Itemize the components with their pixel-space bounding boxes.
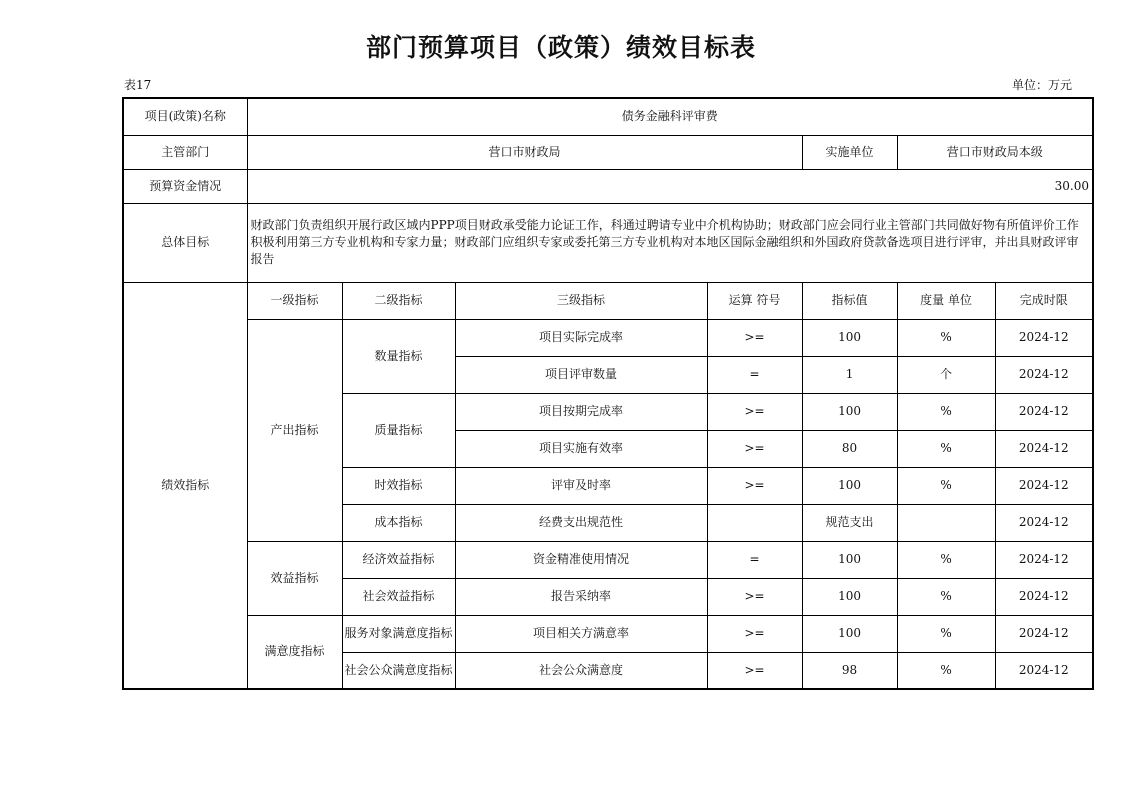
indicator-value: 100 — [802, 541, 897, 578]
indicator-unit: % — [897, 652, 995, 689]
indicator-operator: >= — [707, 467, 802, 504]
subgroup-service-satisfaction: 服务对象满意度指标 — [342, 615, 455, 652]
indicator-unit: % — [897, 430, 995, 467]
indicator-unit: % — [897, 467, 995, 504]
indicator-name: 评审及时率 — [455, 467, 707, 504]
indicator-deadline: 2024-12 — [995, 430, 1093, 467]
indicator-name: 经费支出规范性 — [455, 504, 707, 541]
indicator-unit: % — [897, 541, 995, 578]
indicator-header-row — [123, 282, 1093, 319]
header-level2: 二级指标 — [342, 282, 455, 319]
department-value: 营口市财政局 — [247, 135, 802, 169]
indicator-unit: 个 — [897, 356, 995, 393]
indicator-name: 项目评审数量 — [455, 356, 707, 393]
performance-indicators-label: 绩效指标 — [123, 282, 247, 689]
indicator-operator: >= — [707, 615, 802, 652]
header-deadline: 完成时限 — [995, 282, 1093, 319]
indicator-name: 项目实施有效率 — [455, 430, 707, 467]
page-title: 部门预算项目（政策）绩效目标表 — [365, 33, 756, 62]
indicator-operator: >= — [707, 393, 802, 430]
funding-value: 30.00 — [247, 169, 1093, 203]
indicator-operator: >= — [707, 319, 802, 356]
indicator-name: 社会公众满意度 — [455, 652, 707, 689]
department-label: 主管部门 — [123, 135, 247, 169]
indicator-deadline: 2024-12 — [995, 615, 1093, 652]
header-level1: 一级指标 — [247, 282, 342, 319]
indicator-operator: = — [707, 356, 802, 393]
funding-label: 预算资金情况 — [123, 169, 247, 203]
indicator-deadline: 2024-12 — [995, 467, 1093, 504]
indicator-value: 100 — [802, 393, 897, 430]
indicator-name: 项目按期完成率 — [455, 393, 707, 430]
indicator-deadline: 2024-12 — [995, 319, 1093, 356]
subgroup-social: 社会效益指标 — [342, 578, 455, 615]
indicator-name: 项目相关方满意率 — [455, 615, 707, 652]
indicator-deadline: 2024-12 — [995, 504, 1093, 541]
table-row — [123, 615, 1093, 652]
group-benefit: 效益指标 — [247, 541, 342, 615]
indicator-operator: >= — [707, 578, 802, 615]
unit-label: 单位：万元 — [1011, 78, 1072, 92]
overall-goal-label: 总体目标 — [123, 203, 247, 282]
department-row — [123, 135, 1093, 169]
implementing-unit-label: 实施单位 — [802, 135, 897, 169]
header-measure-unit: 度量 单位 — [897, 282, 995, 319]
indicator-unit — [897, 504, 995, 541]
group-output: 产出指标 — [247, 319, 342, 541]
subgroup-timeliness: 时效指标 — [342, 467, 455, 504]
project-name-label: 项目(政策)名称 — [123, 98, 247, 135]
indicator-value: 100 — [802, 615, 897, 652]
indicator-value: 100 — [802, 578, 897, 615]
indicator-operator: = — [707, 541, 802, 578]
header-level3: 三级指标 — [455, 282, 707, 319]
table-row — [123, 319, 1093, 356]
indicator-unit: % — [897, 578, 995, 615]
indicator-value: 规范支出 — [802, 504, 897, 541]
project-name-row — [123, 98, 1093, 135]
overall-goal-value: 财政部门负责组织开展行政区域内PPP项目财政承受能力论证工作，科通过聘请专业中介机构协助；财政部门应会同行业主管部门共同做好物有所值评价工作积极利用第三方专业机构和专家力量；财政部门应组织专家或委托第三方专业机构对本地区国际金融组织和外国政府贷款备选项目进行评审，并出具财政评审报告 — [247, 203, 1093, 282]
indicator-operator — [707, 504, 802, 541]
indicator-value: 100 — [802, 467, 897, 504]
subgroup-economic: 经济效益指标 — [342, 541, 455, 578]
indicator-deadline: 2024-12 — [995, 652, 1093, 689]
table-row — [123, 541, 1093, 578]
indicator-value: 100 — [802, 319, 897, 356]
indicator-name: 报告采纳率 — [455, 578, 707, 615]
indicator-value: 1 — [802, 356, 897, 393]
table-number: 表17 — [124, 78, 152, 92]
subgroup-public-satisfaction: 社会公众满意度指标 — [342, 652, 455, 689]
implementing-unit-value: 营口市财政局本级 — [897, 135, 1093, 169]
indicator-name: 项目实际完成率 — [455, 319, 707, 356]
group-satisfaction: 满意度指标 — [247, 615, 342, 689]
indicator-unit: % — [897, 393, 995, 430]
indicator-unit: % — [897, 615, 995, 652]
indicator-name: 资金精准使用情况 — [455, 541, 707, 578]
indicator-deadline: 2024-12 — [995, 356, 1093, 393]
indicator-deadline: 2024-12 — [995, 578, 1093, 615]
subgroup-quantity: 数量指标 — [342, 319, 455, 393]
indicator-deadline: 2024-12 — [995, 541, 1093, 578]
indicator-value: 98 — [802, 652, 897, 689]
indicator-unit: % — [897, 319, 995, 356]
project-name-value: 债务金融科评审费 — [247, 98, 1093, 135]
header-operator: 运算 符号 — [707, 282, 802, 319]
indicator-value: 80 — [802, 430, 897, 467]
subgroup-quality: 质量指标 — [342, 393, 455, 467]
overall-goal-row — [123, 203, 1093, 282]
indicator-deadline: 2024-12 — [995, 393, 1093, 430]
performance-target-table — [122, 97, 1094, 690]
header-target-value: 指标值 — [802, 282, 897, 319]
indicator-operator: >= — [707, 430, 802, 467]
subgroup-cost: 成本指标 — [342, 504, 455, 541]
funding-row — [123, 169, 1093, 203]
indicator-operator: >= — [707, 652, 802, 689]
